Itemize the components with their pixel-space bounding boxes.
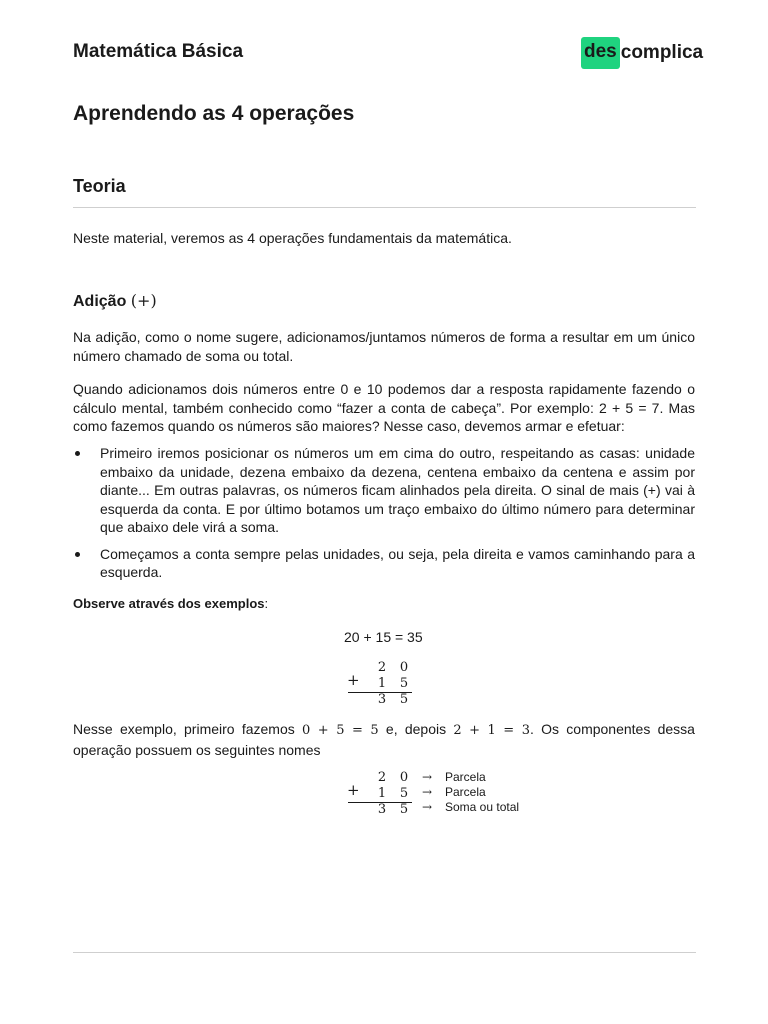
explanation-paragraph	[73, 720, 695, 759]
observe-tail: :	[264, 596, 269, 611]
footer-divider	[73, 952, 696, 953]
addition-symbol: (+)	[130, 291, 157, 310]
parcela-label-2: Parcela	[445, 785, 486, 799]
digit: 3	[377, 802, 387, 817]
arrow-right-icon: →	[422, 785, 433, 799]
digit: 5	[399, 692, 409, 707]
bullet-icon	[75, 552, 80, 557]
list-item	[73, 545, 695, 582]
explain-math-2: 2 + 1 = 3	[453, 723, 530, 738]
addition-calc-2	[344, 769, 544, 821]
list-item-text: Primeiro iremos posicionar os números um em cima do outro, respeitando as casas: unidade embaixo da unidade, dezena embaixo da dezena, centena embaixo da centena e assim por diante... Em outras palavras, os números ficam alinhados pela direita. O sinal de mais (+) vai à esquerda da conta. E por último botamos um traço embaixo do último número para determinar que abaixo dele virá a soma.	[100, 445, 695, 535]
digit: 0	[399, 770, 409, 785]
logo-text: complica	[620, 42, 704, 63]
descomplica-logo	[581, 37, 703, 69]
arrow-right-icon: →	[422, 770, 433, 784]
explain-post: . Os componentes dessa operação possuem os seguintes nomes	[73, 721, 695, 758]
explain-pre: Nesse exemplo, primeiro fazemos	[73, 721, 303, 737]
addition-paragraph-1: Na adição, como o nome sugere, adicionamos/juntamos números de forma a resultar em um único número chamado de soma ou total.	[73, 329, 695, 364]
arrow-right-icon: →	[422, 800, 433, 814]
explain-math-1: 0 + 5 = 5	[302, 723, 379, 738]
observe-label	[73, 596, 268, 611]
soma-label: Soma ou total	[445, 800, 520, 814]
section-title: Teoria	[73, 176, 126, 196]
header-title: Matemática Básica	[73, 41, 244, 62]
explain-mid: e, depois	[378, 721, 454, 737]
addition-title	[73, 291, 157, 311]
digit: 1	[377, 786, 387, 801]
addition-calc-1	[344, 659, 424, 709]
digit: 1	[377, 676, 387, 691]
bullet-icon	[75, 451, 80, 456]
example-equation: 20 + 15 = 35	[344, 629, 423, 645]
digit: 3	[377, 692, 387, 707]
addition-paragraph-2: Quando adicionamos dois números entre 0 e 10 podemos dar a resposta rapidamente fazendo o cálculo mental, também conhecido como “fazer a conta de cabeça”. Por exemplo: 2 + 5 = 7. Mas como fazemos quando os números são maiores? Nesse caso, devemos armar e efetuar:	[73, 381, 695, 434]
parcela-label-1: Parcela	[445, 770, 486, 784]
digit: 5	[399, 786, 409, 801]
digit: 2	[377, 770, 387, 785]
addition-title-text: Adição	[73, 293, 127, 310]
document-title: Aprendendo as 4 operações	[73, 102, 355, 125]
digit: 0	[399, 660, 409, 675]
logo-highlight: des	[581, 37, 620, 69]
digit: 2	[377, 660, 387, 675]
list-item	[73, 444, 695, 537]
digit: 5	[399, 676, 409, 691]
plus-sign: +	[347, 781, 360, 799]
intro-paragraph: Neste material, veremos as 4 operações fundamentais da matemática.	[73, 230, 512, 246]
addition-steps-list	[73, 444, 695, 590]
section-divider	[73, 207, 696, 208]
observe-bold: Observe através dos exemplos	[73, 596, 265, 611]
digit: 5	[399, 802, 409, 817]
plus-sign: +	[347, 671, 360, 689]
list-item-text: Começamos a conta sempre pelas unidades, ou seja, pela direita e vamos caminhando para a esquerda.	[100, 545, 695, 580]
